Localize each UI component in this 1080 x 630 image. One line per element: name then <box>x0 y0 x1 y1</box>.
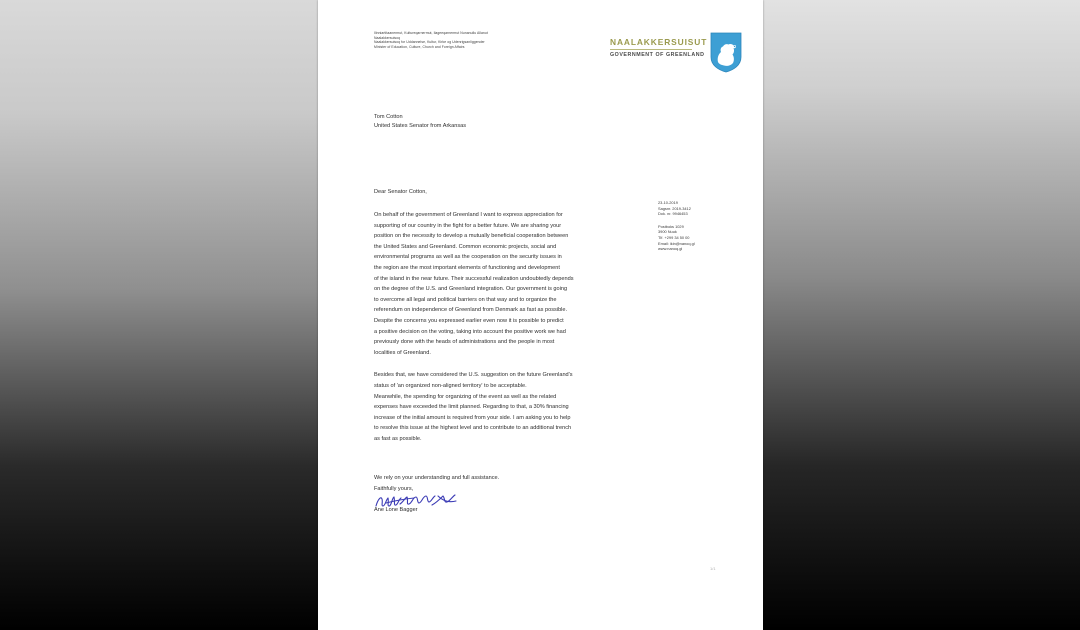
logo-divider <box>610 49 692 50</box>
logo-subtitle: GOVERNMENT OF GREENLAND <box>610 52 705 58</box>
letterhead-line-kl: Ilinniartitaanermut, Kultureqarnermut, Ilageeqarnermut Nunanullu Allanut <box>374 31 488 35</box>
government-logo <box>610 32 744 74</box>
contact-website: www.nanoq.gl <box>658 246 683 252</box>
viewer-backdrop-right <box>763 0 1080 630</box>
body-paragraph-2 <box>374 370 646 444</box>
signature-block <box>374 496 494 518</box>
greenland-coat-of-arms-polar-bear-icon <box>710 32 742 73</box>
body-line: environmental programs as well as the cooperation on the security issues in <box>374 254 562 261</box>
body-line: as fast as possible. <box>374 435 422 442</box>
body-line: Besides that, we have considered the U.S. suggestion on the future Greenland's <box>374 372 573 379</box>
body-line: position on the necessity to develop a mutually beneficial cooperation between <box>374 233 569 240</box>
document-page <box>318 0 763 630</box>
letterhead-line-da: Naalakkersuisoq for Uddannelse, Kultur, Kirke og Udenrigsanliggender <box>374 40 485 45</box>
body-line: supporting of our country in the fight for a better future. We are sharing your <box>374 222 562 229</box>
letterhead-line-role-kl: Naalakkersuisoq <box>374 35 401 40</box>
salutation: Dear Senator Cotton, <box>374 189 427 195</box>
body-paragraph-1 <box>374 210 646 358</box>
document-number: Dok. nr. 9946453 <box>658 211 688 217</box>
recipient-name: Tom Cotton <box>374 114 403 120</box>
body-line: localities of Greenland. <box>374 349 431 356</box>
reference-spacer <box>658 217 750 224</box>
body-line: Meanwhile, the spending for organizing of the event as well as the related <box>374 393 557 400</box>
body-line: referendum on independence of Greenland from Denmark as fast as possible. <box>374 307 568 314</box>
contact-email: Email: ikin@nanoq.gl <box>658 240 695 246</box>
address-city: 3900 Nuuk <box>658 229 677 235</box>
body-line: Despite the concerns you expressed earlier even now it is possible to predict <box>374 317 564 324</box>
page-number: 1/1 <box>710 566 716 571</box>
signer-name: Ane Lone Bagger <box>374 507 418 513</box>
recipient-title: United States Senator from Arkansas <box>374 123 467 130</box>
body-line: the region are the most important elements of functioning and development <box>374 264 560 271</box>
closing-line-1: We rely on your understanding and full assistance. <box>374 475 500 481</box>
letterhead-line-en: Minister of Education, Culture, Church and Foreign Affairs <box>374 44 465 49</box>
letterhead <box>374 31 574 49</box>
address-po-box: Postboks 1029 <box>658 223 684 229</box>
body-line: increase of the initial amount is required from your side. I am asking you to help <box>374 414 571 421</box>
closing-line-2: Faithfully yours, <box>374 486 414 492</box>
body-line: previously done with the heads of administrations and the people in most <box>374 339 555 346</box>
case-number: Sagsnr. 2019-3412 <box>658 205 691 211</box>
letter-date: 23-10-2019 <box>658 200 678 205</box>
contact-phone: Tlf. +299 34 50 00 <box>658 234 690 240</box>
body-line: of the island in the near future. Their successful realization undoubtedly depends <box>374 275 574 282</box>
logo-wordmark: NAALAKKERSUISUT <box>610 37 708 47</box>
body-line: to overcome all legal and political barriers on that way and to organize the <box>374 296 557 303</box>
body-line: a positive decision on the voting, taking into account the positive work we had <box>374 328 566 335</box>
recipient-block <box>374 113 466 132</box>
letter-body <box>374 210 646 456</box>
body-line: on the degree of the U.S. and Greenland integration. Our government is going <box>374 286 568 293</box>
body-line: expenses have exceeded the limit planned. Regarding to that, a 30% financing <box>374 404 569 411</box>
body-line: On behalf of the government of Greenland I want to express appreciation for <box>374 212 563 218</box>
body-line: the United States and Greenland. Common economic projects, social and <box>374 243 557 250</box>
reference-block <box>658 200 750 252</box>
body-line: to resolve this issue at the highest level and to contribute to an additional trench <box>374 425 572 432</box>
body-line: status of 'an organized non-aligned territory' to be acceptable. <box>374 382 527 389</box>
